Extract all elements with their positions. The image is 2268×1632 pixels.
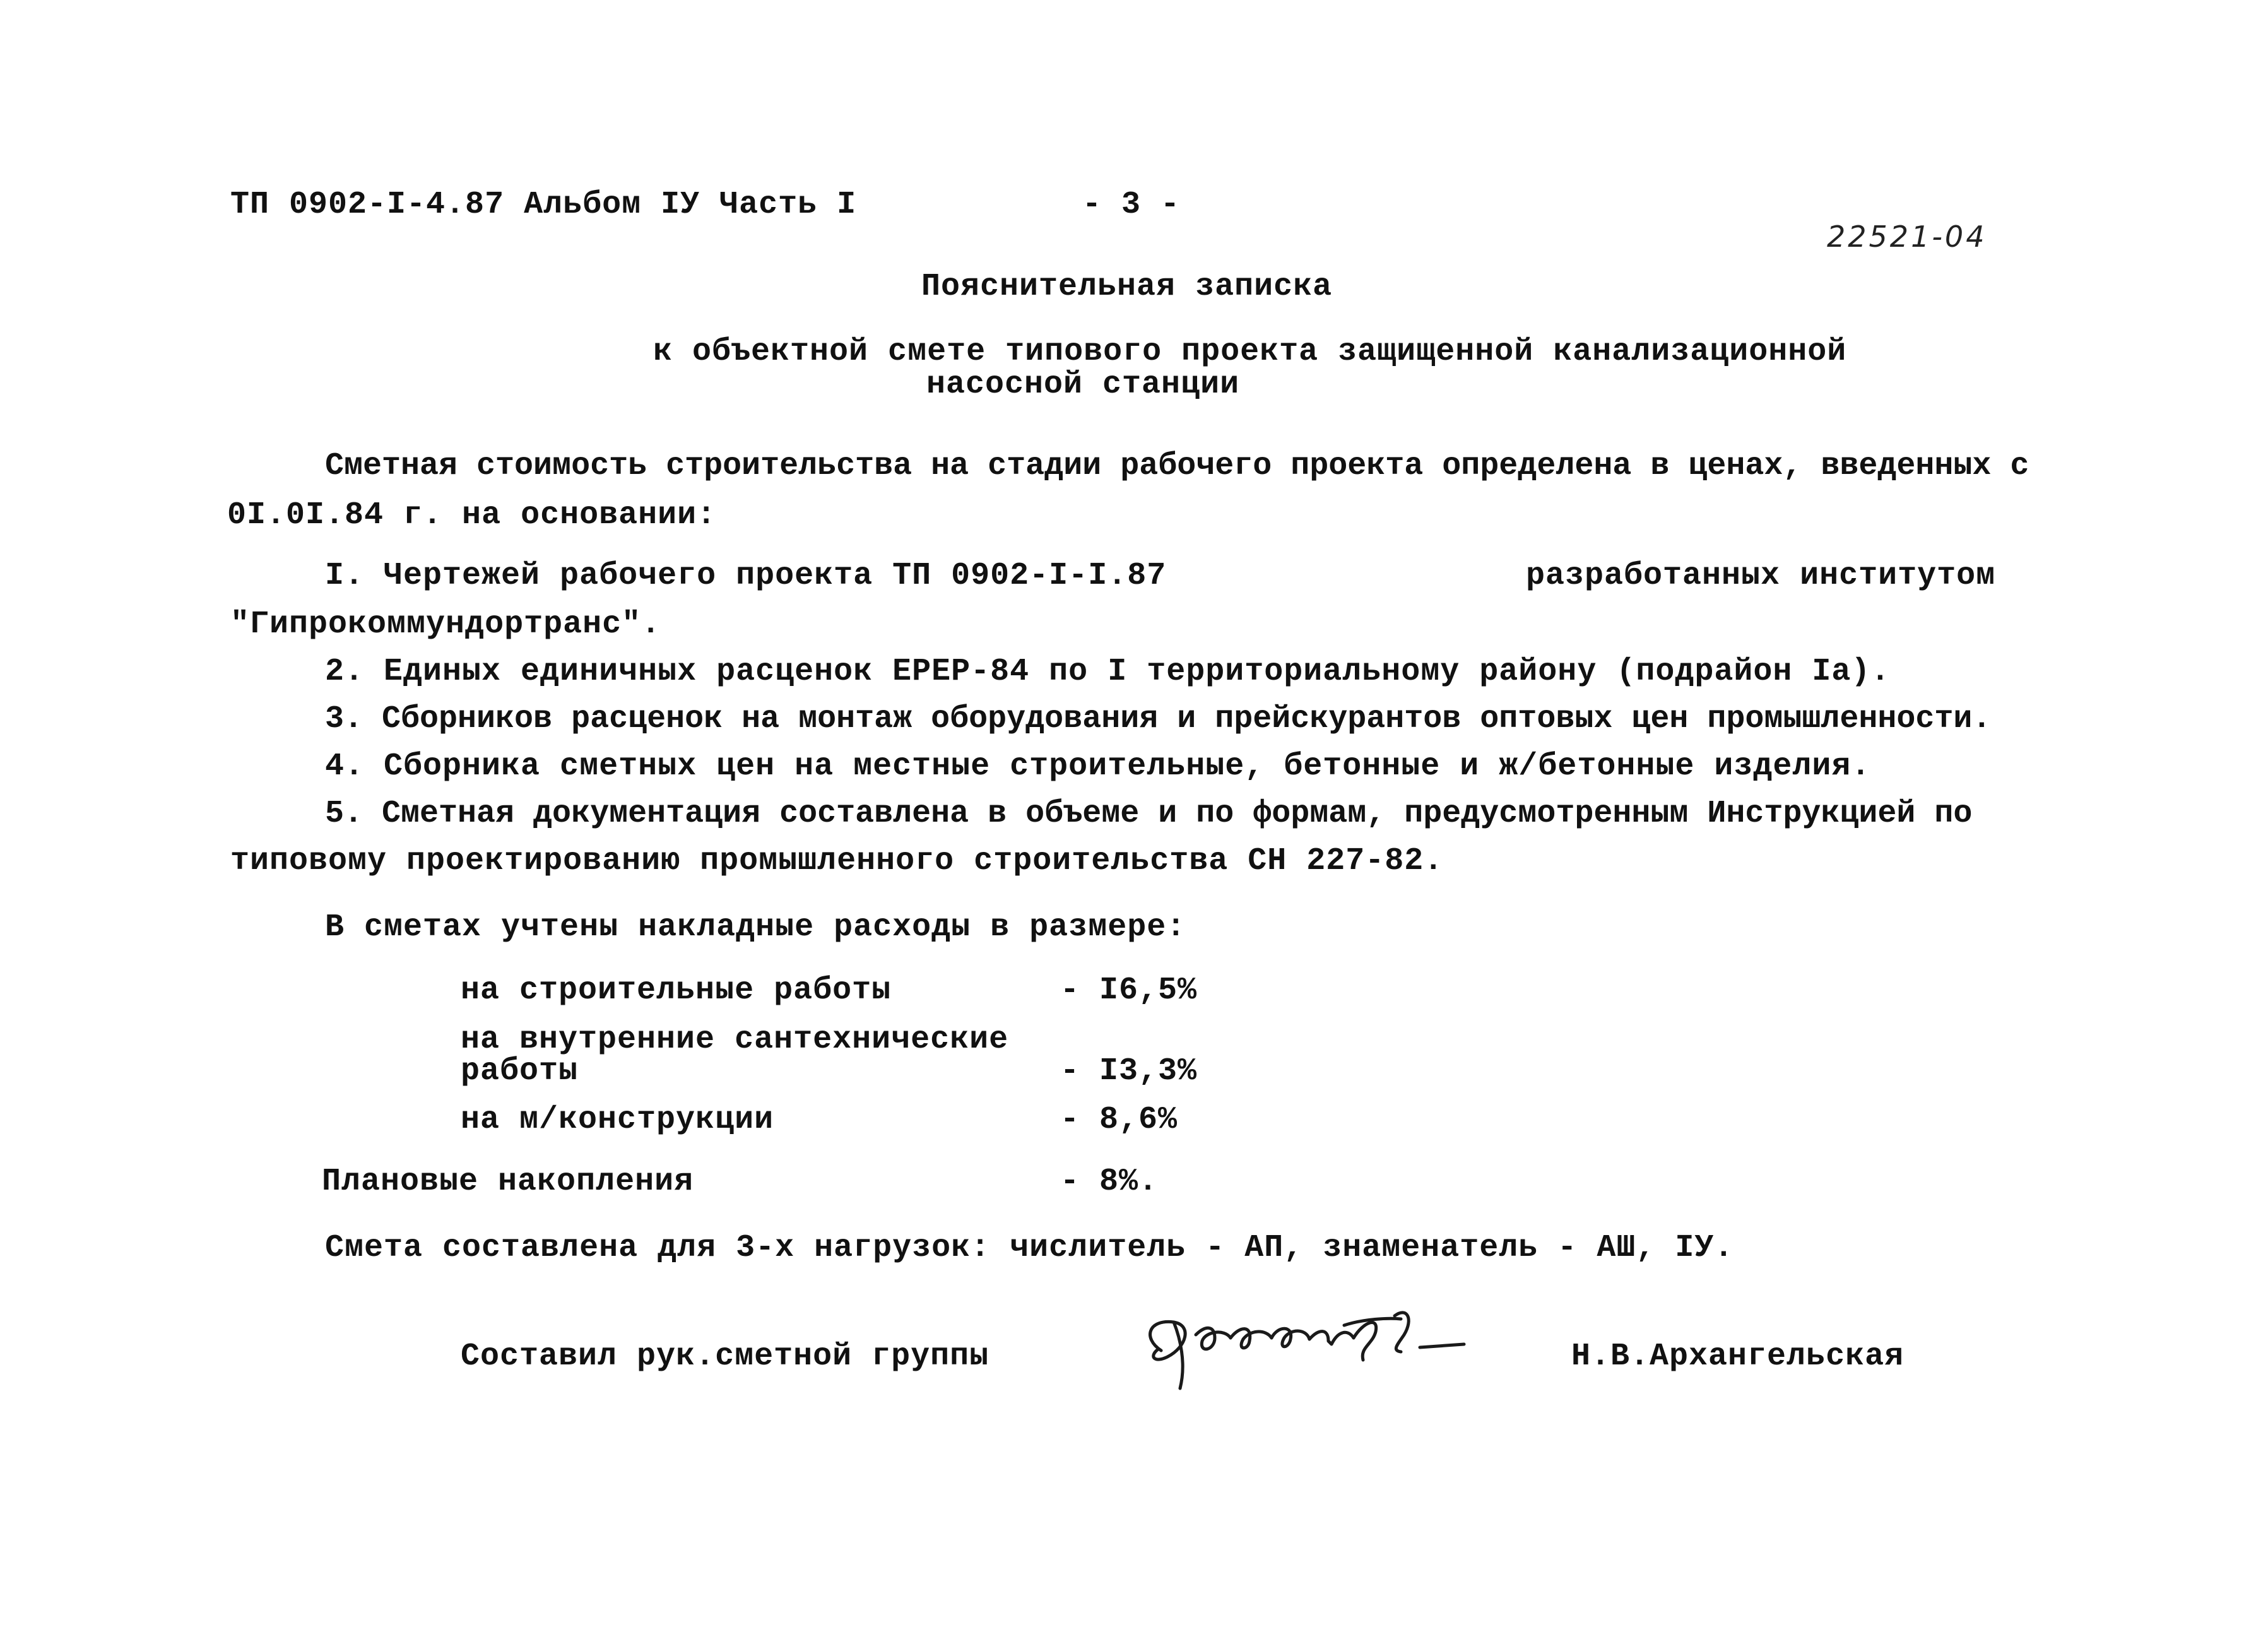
overhead-row-label-continued: работы — [461, 1053, 579, 1089]
page-title: Пояснительная записка — [921, 269, 1333, 305]
signature-role: Составил рук.сметной группы — [461, 1339, 989, 1375]
item-1-line-1: I. Чертежей рабочего проекта ТП 0902-I-I.87 — [325, 558, 1167, 594]
item-4: 4. Сборника сметных цен на местные строительные, бетонные и ж/бетонные изделия. — [325, 748, 1871, 784]
subtitle-line-1: к объектной смете типового проекта защищенной канализационной — [653, 334, 1847, 370]
page-number: - 3 - — [1082, 187, 1181, 223]
item-5-line-2: типовому проектированию промышленного строительства СН 227-82. — [230, 843, 1444, 879]
overhead-row-label: на внутренние сантехнические — [461, 1022, 1009, 1058]
planned-savings-value: - 8%. — [1060, 1164, 1159, 1200]
planned-savings-label: Плановые накопления — [322, 1164, 694, 1200]
document-reference: ТП 0902-I-4.87 Альбом IУ Часть I — [230, 187, 857, 223]
overhead-row-value: - 8,6% — [1060, 1102, 1178, 1138]
loads-note: Смета составлена для 3-х нагрузок: числитель - АП, знаменатель - АШ, IУ. — [325, 1230, 1734, 1266]
overhead-row-value: - I3,3% — [1060, 1053, 1198, 1089]
overhead-row-label: на строительные работы — [461, 973, 892, 1008]
subtitle-line-2: насосной станции — [926, 367, 1240, 403]
item-2: 2. Единых единичных расценок ЕРЕР-84 по I территориальному району (подрайон Iа). — [325, 654, 1891, 690]
item-3: 3. Сборников расценок на монтаж оборудования и прейскурантов оптовых цен промышленности. — [325, 701, 1992, 737]
signatory-name: Н.В.Архангельская — [1571, 1339, 1905, 1375]
overhead-row-label: на м/конструкции — [461, 1102, 774, 1138]
handwritten-signature — [1136, 1300, 1489, 1395]
item-1-institute-label: разработанных институтом — [1526, 558, 1996, 594]
handwritten-code: 22521-04 — [1827, 220, 1987, 254]
item-5-line-1: 5. Сметная документация составлена в объеме и по формам, предусмотренным Инструкцией по — [325, 796, 1973, 832]
overhead-row-value: - I6,5% — [1060, 973, 1198, 1008]
intro-line-2: 0I.0I.84 г. на основании: — [227, 497, 717, 533]
item-1-line-2: "Гипрокоммундортранс". — [230, 606, 661, 642]
intro-line-1: Сметная стоимость строительства на стадии рабочего проекта определена в ценах, введенных с — [325, 448, 2029, 484]
overhead-intro: В сметах учтены накладные расходы в размере: — [325, 909, 1186, 945]
